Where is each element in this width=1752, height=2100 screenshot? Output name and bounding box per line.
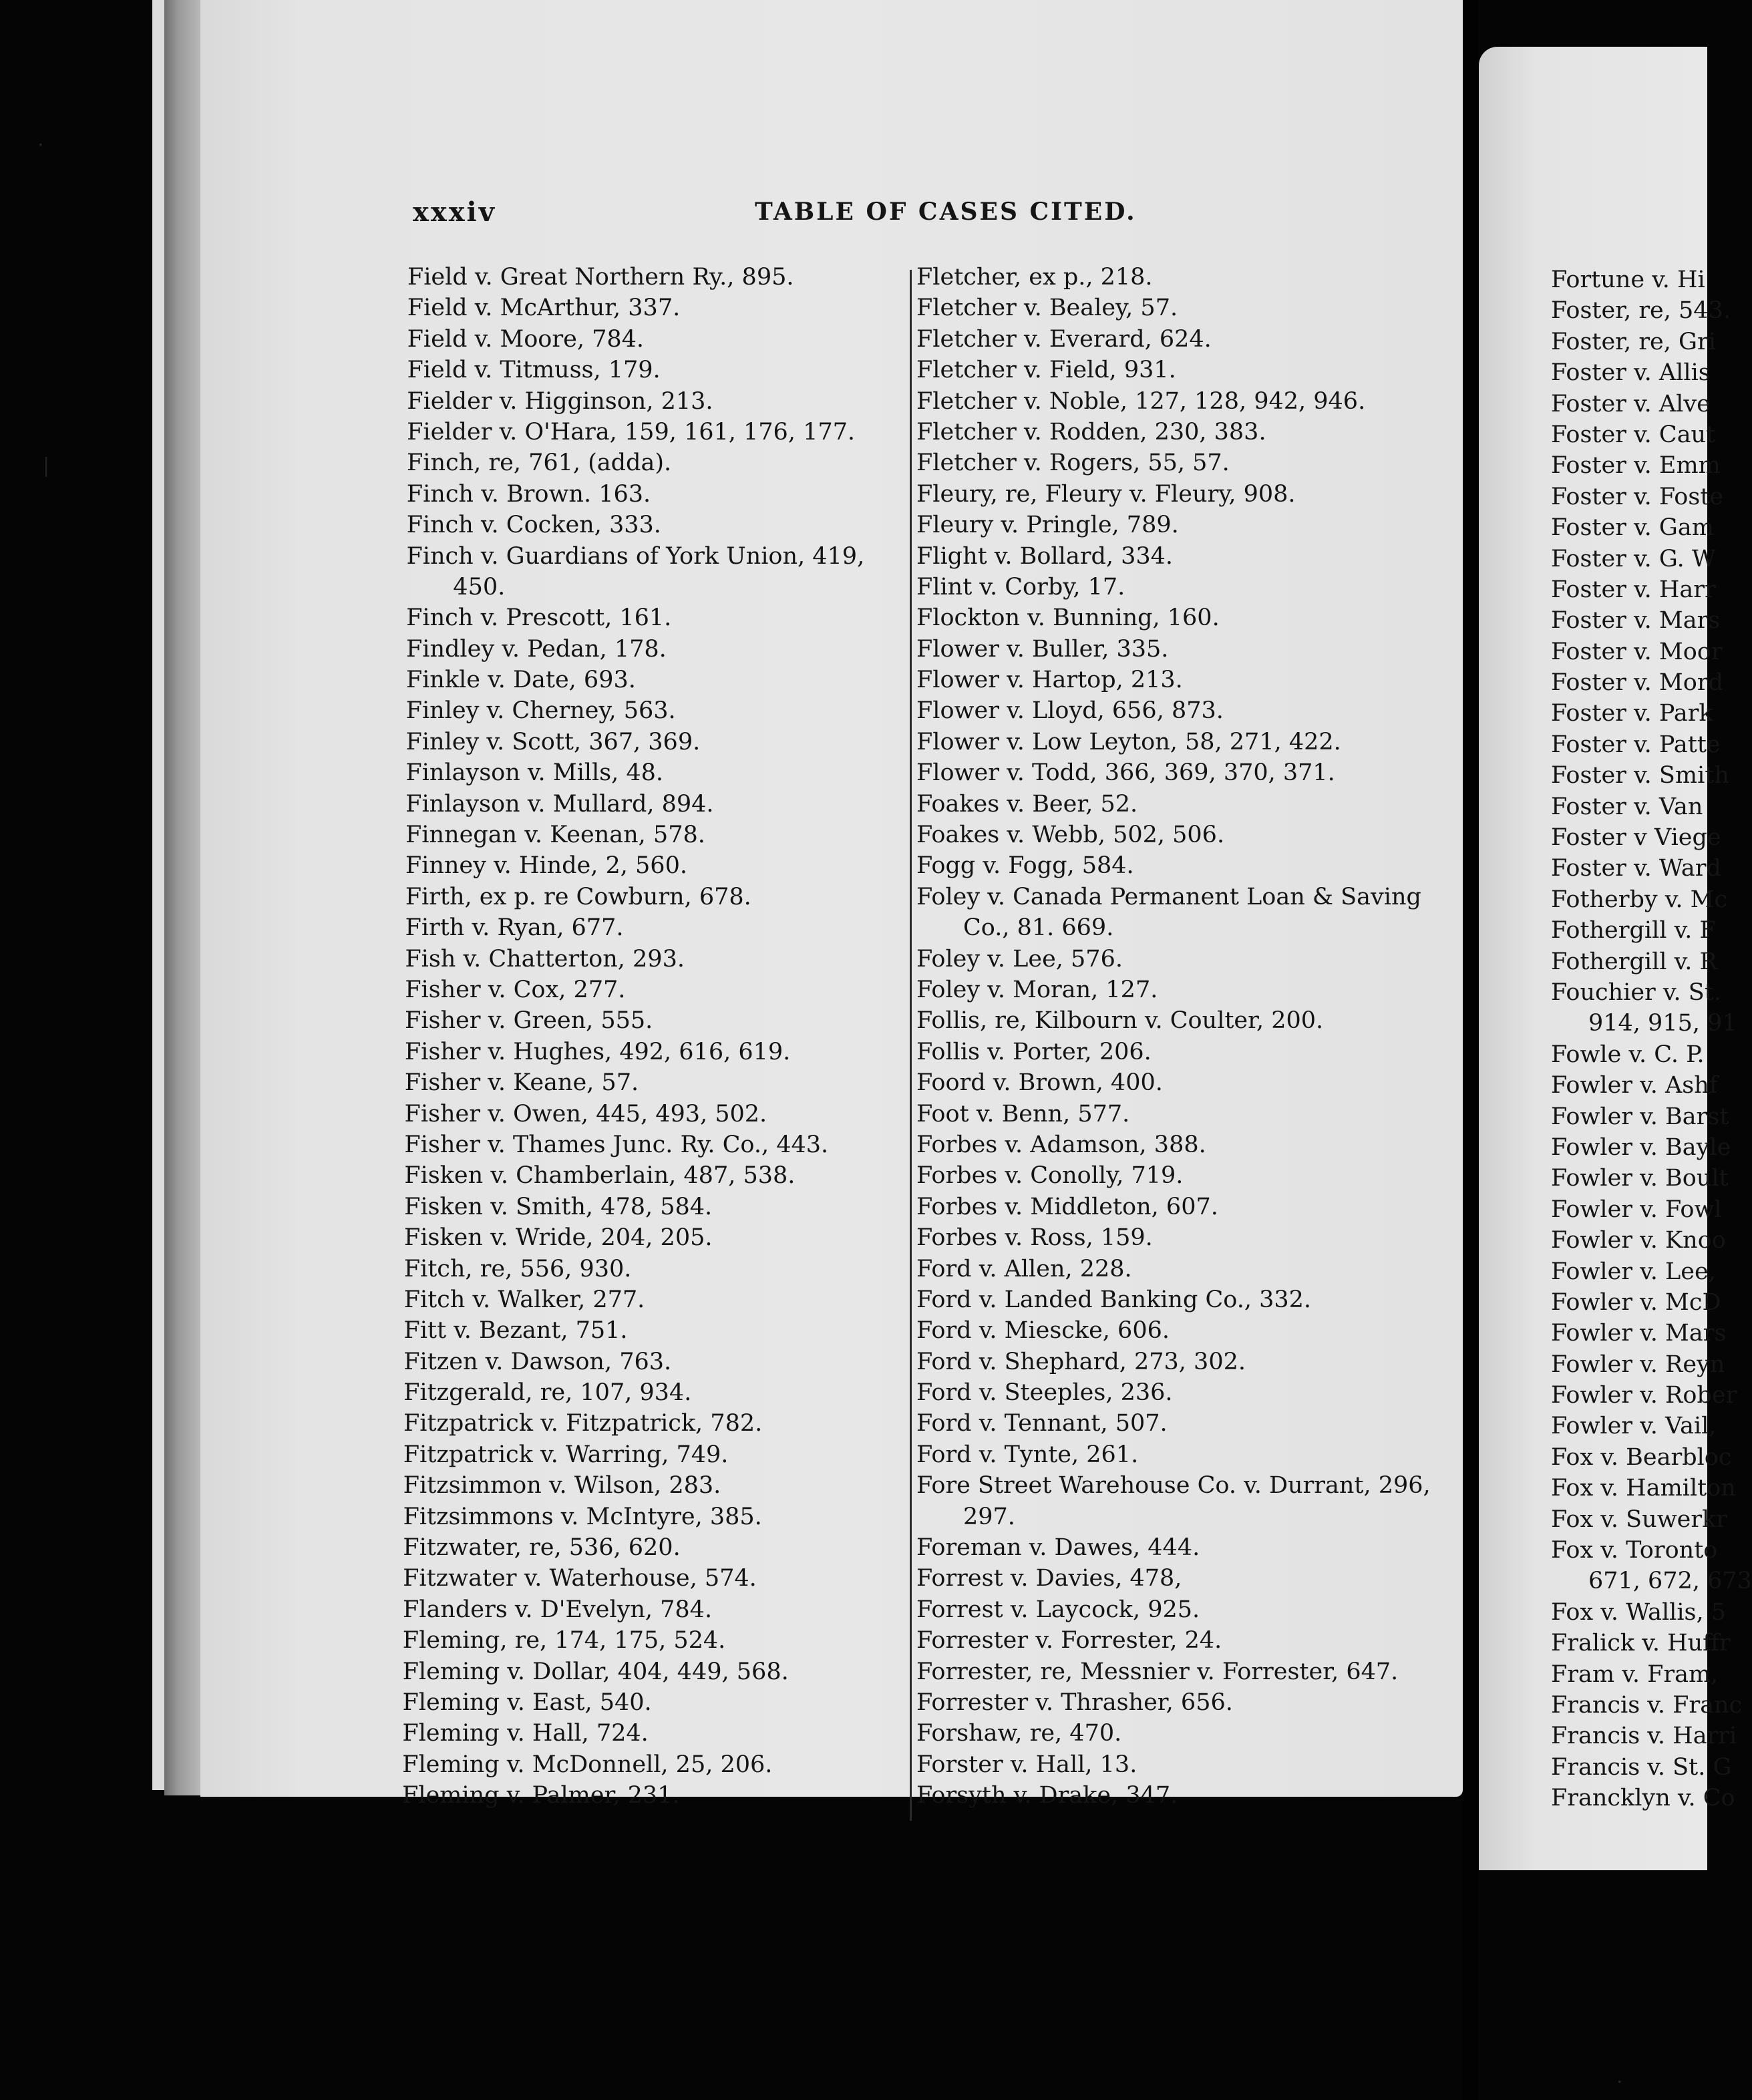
case-entry: Flower v. Lloyd, 656, 873. xyxy=(916,697,1224,725)
case-entry: Flower v. Buller, 335. xyxy=(916,635,1169,663)
stacked-page-edges xyxy=(164,0,204,1795)
case-entry: Francis v. Franc xyxy=(1551,1691,1743,1719)
case-entry: Fowler v. Boult xyxy=(1551,1165,1729,1192)
left-case-column xyxy=(402,262,866,1811)
case-entry: Forbes v. Adamson, 388. xyxy=(916,1131,1206,1158)
case-entry: Foster v. Patte xyxy=(1551,731,1721,758)
case-entry: Fowler v. Mars xyxy=(1551,1320,1727,1347)
case-entry: Fletcher v. Bealey, 57. xyxy=(916,295,1178,322)
case-entry: Foster v. Smith xyxy=(1551,762,1729,790)
case-entry-continuation: Co., 81. 669. xyxy=(963,914,1114,942)
case-entry: Foakes v. Beer, 52. xyxy=(916,790,1138,818)
case-entry: Ford v. Steeples, 236. xyxy=(916,1379,1173,1407)
case-entry: Fitch v. Walker, 277. xyxy=(403,1286,645,1313)
case-entry: Fleming v. Dollar, 404, 449, 568. xyxy=(402,1658,789,1685)
case-entry: Flight v. Bollard, 334. xyxy=(916,542,1174,570)
case-entry: Foster, re, Gri xyxy=(1551,328,1716,355)
case-entry: Foakes v. Webb, 502, 506. xyxy=(916,822,1225,849)
case-entry: Forbes v. Ross, 159. xyxy=(916,1224,1153,1252)
case-entry: Field v. Titmuss, 179. xyxy=(407,357,661,384)
case-entry: Ford v. Landed Banking Co., 332. xyxy=(916,1286,1312,1313)
case-entry: Foster v. Mord xyxy=(1551,669,1723,697)
case-entry-continuation: 671, 672, 673 xyxy=(1588,1568,1752,1595)
case-entry: Finlayson v. Mills, 48. xyxy=(405,759,664,787)
case-entry: Finch, re, 761, (adda). xyxy=(406,450,672,477)
case-entry: Fothergill v. F xyxy=(1551,917,1716,944)
case-entry: Foster, re, 543. xyxy=(1551,297,1731,325)
case-entry-continuation: 914, 915, 91 xyxy=(1588,1010,1737,1037)
case-entry: Fleury, re, Fleury v. Fleury, 908. xyxy=(916,480,1296,508)
case-entry: Fitzwater v. Waterhouse, 574. xyxy=(403,1565,757,1592)
case-entry: Foord v. Brown, 400. xyxy=(916,1069,1163,1097)
case-entry: Fox v. Suwerkr xyxy=(1551,1506,1728,1533)
case-entry: Foster v. Harr xyxy=(1551,576,1716,603)
case-entry: Ford v. Tynte, 261. xyxy=(916,1441,1139,1468)
right-page-column xyxy=(1551,265,1752,1814)
case-entry: Flanders v. D'Evelyn, 784. xyxy=(402,1596,713,1623)
case-entry: Foley v. Canada Permanent Loan & Saving xyxy=(916,883,1421,910)
case-entry: Foster v. Gam xyxy=(1551,514,1714,542)
case-entry: Foley v. Moran, 127. xyxy=(916,976,1158,1003)
scan-speck: | xyxy=(43,454,50,478)
right-page-fragment xyxy=(1479,47,1752,1870)
case-entry: Fisher v. Green, 555. xyxy=(405,1007,653,1035)
case-entry: Fisken v. Wride, 204, 205. xyxy=(403,1224,713,1252)
case-entry: Ford v. Miescke, 606. xyxy=(916,1317,1170,1345)
case-entry: Forrest v. Laycock, 925. xyxy=(916,1596,1200,1623)
case-entry: Flower v. Todd, 366, 369, 370, 371. xyxy=(916,759,1335,787)
case-entry: Forbes v. Conolly, 719. xyxy=(916,1162,1184,1190)
case-entry: Foreman v. Dawes, 444. xyxy=(916,1534,1200,1562)
case-entry: Fogg v. Fogg, 584. xyxy=(916,852,1134,880)
case-entry: Fletcher v. Everard, 624. xyxy=(916,325,1212,353)
case-entry: Fleury v. Pringle, 789. xyxy=(916,512,1179,539)
scan-speck: · xyxy=(37,134,44,157)
case-entry: Flockton v. Bunning, 160. xyxy=(916,604,1220,632)
scan-speck: · xyxy=(1616,2071,1623,2094)
case-entry: Foster v Viege xyxy=(1551,824,1721,852)
case-entry: Fisher v. Keane, 57. xyxy=(404,1069,639,1097)
case-entry-continuation: 297. xyxy=(963,1503,1015,1530)
case-entry: Fore Street Warehouse Co. v. Durrant, 296, xyxy=(916,1472,1431,1500)
case-entry: Foster v. Van xyxy=(1551,793,1703,820)
case-entry-continuation: 450. xyxy=(453,573,506,600)
case-entry: Fowler v. Vail, xyxy=(1551,1413,1717,1440)
case-entry: Fitzen v. Dawson, 763. xyxy=(403,1348,672,1375)
case-entry: Foster v. Moor xyxy=(1551,638,1723,665)
case-entry: Fletcher v. Field, 931. xyxy=(916,357,1176,384)
case-entry: Fisher v. Thames Junc. Ry. Co., 443. xyxy=(404,1131,829,1158)
case-entry: Fleming v. McDonnell, 25, 206. xyxy=(402,1751,773,1778)
case-entry: Francklyn v. Co xyxy=(1551,1785,1735,1812)
case-entry: Foot v. Benn, 577. xyxy=(916,1100,1130,1127)
case-entry: Flower v. Low Leyton, 58, 271, 422. xyxy=(916,728,1341,755)
case-entry: Flint v. Corby, 17. xyxy=(916,573,1125,600)
case-entry: Fowler v. Fowl xyxy=(1551,1196,1722,1223)
case-entry: Fitch, re, 556, 930. xyxy=(403,1255,632,1282)
case-entry: Forrester v. Thrasher, 656. xyxy=(916,1689,1233,1716)
case-entry: Fielder v. Higginson, 213. xyxy=(407,387,713,415)
case-entry: Foster v. Mars xyxy=(1551,607,1721,635)
case-entry: Foley v. Lee, 576. xyxy=(916,945,1123,973)
case-entry: Fralick v. Huffr xyxy=(1551,1630,1731,1657)
case-entry: Finch v. Cocken, 333. xyxy=(406,512,662,539)
case-entry: Firth v. Ryan, 677. xyxy=(405,914,624,942)
case-entry: Fleming v. Palmer, 231. xyxy=(401,1782,680,1809)
case-entry: Foster v. Ward xyxy=(1551,855,1721,882)
case-entry: Fowle v. C. P. xyxy=(1551,1041,1705,1068)
case-entry: Finley v. Scott, 367, 369. xyxy=(405,728,701,755)
case-entry: Fowler v. Reyn xyxy=(1551,1351,1725,1378)
case-entry: Fleming v. East, 540. xyxy=(402,1689,652,1716)
case-entry: Fowler v. Lee, xyxy=(1551,1258,1716,1285)
case-entry: Fortune v. Hi xyxy=(1551,267,1705,293)
case-entry: Finley v. Cherney, 563. xyxy=(405,697,676,725)
case-entry: Fitzgerald, re, 107, 934. xyxy=(403,1379,692,1407)
page-title: TABLE OF CASES CITED. xyxy=(755,198,1137,226)
case-entry: Fitzpatrick v. Warring, 749. xyxy=(403,1441,729,1468)
case-entry: Fitzsimmon v. Wilson, 283. xyxy=(403,1472,721,1500)
case-entry: Ford v. Shephard, 273, 302. xyxy=(916,1348,1246,1375)
case-entry: Fouchier v. St. xyxy=(1551,979,1721,1006)
case-entry: Follis, re, Kilbourn v. Coulter, 200. xyxy=(916,1007,1324,1035)
case-entry: Forrester, re, Messnier v. Forrester, 647. xyxy=(916,1658,1399,1685)
gutter-shadow xyxy=(1463,0,1479,2100)
case-entry: Foster v. Alve xyxy=(1551,390,1711,417)
case-entry: Fisher v. Cox, 277. xyxy=(405,976,626,1003)
case-entry: Fletcher v. Rogers, 55, 57. xyxy=(916,450,1230,477)
case-entry: Fram v. Fram, xyxy=(1551,1660,1719,1688)
page-number: xxxiv xyxy=(413,196,496,228)
case-entry: Fowler v. McD xyxy=(1551,1288,1721,1316)
case-entry: Flower v. Hartop, 213. xyxy=(916,667,1183,694)
case-entry: Fisher v. Owen, 445, 493, 502. xyxy=(404,1100,767,1127)
case-entry: Forrest v. Davies, 478, xyxy=(916,1565,1182,1592)
case-entry: Foster v. Foste xyxy=(1551,483,1724,510)
case-entry: Francis v. St. G xyxy=(1551,1753,1732,1781)
case-entry: Forster v. Hall, 13. xyxy=(916,1751,1137,1778)
case-entry: Foster v. Emm xyxy=(1551,452,1721,480)
case-entry: Fitzsimmons v. McIntyre, 385. xyxy=(403,1503,762,1530)
case-entry: Finch v. Prescott, 161. xyxy=(406,604,672,632)
case-entry: Ford v. Tennant, 507. xyxy=(916,1410,1168,1437)
case-entry: Finkle v. Date, 693. xyxy=(405,667,636,694)
case-entry: Foster v. Caut xyxy=(1551,421,1716,448)
case-entry: Finlayson v. Mullard, 894. xyxy=(405,790,714,818)
case-entry: Fitzwater, re, 536, 620. xyxy=(403,1534,681,1562)
case-entry: Foster v. G. W xyxy=(1551,545,1716,572)
case-entry: Fowler v. Barst xyxy=(1551,1103,1729,1130)
case-entry: Firth, ex p. re Cowburn, 678. xyxy=(405,883,751,910)
case-entry: Field v. Moore, 784. xyxy=(407,325,645,353)
case-entry: Fowler v. Rober xyxy=(1551,1382,1737,1409)
case-entry: Fox v. Hamilton xyxy=(1551,1475,1736,1502)
case-entry: Forbes v. Middleton, 607. xyxy=(916,1193,1218,1220)
case-entry: Fox v. Wallis, 5 xyxy=(1551,1598,1727,1626)
middle-case-column xyxy=(916,262,1431,1811)
case-entry: Fletcher, ex p., 218. xyxy=(916,264,1153,291)
case-entry: Foster v. Park xyxy=(1551,700,1713,727)
case-entry: Findley v. Pedan, 178. xyxy=(405,635,667,663)
case-entry: Field v. Great Northern Ry., 895. xyxy=(407,264,794,291)
case-entry: Fielder v. O'Hara, 159, 161, 176, 177. xyxy=(407,418,856,446)
case-entry: Finney v. Hinde, 2, 560. xyxy=(405,852,688,880)
case-entry: Finch v. Brown. 163. xyxy=(406,480,651,508)
case-entry: Fish v. Chatterton, 293. xyxy=(405,945,685,973)
case-entry: Forsyth v. Drake, 347. xyxy=(916,1782,1178,1809)
case-entry: Fowler v. Knoo xyxy=(1551,1227,1726,1254)
case-entry: Field v. McArthur, 337. xyxy=(407,295,681,322)
case-entry: Fox v. Toronto xyxy=(1551,1537,1718,1564)
case-entry: Fowler v. Bayle xyxy=(1551,1133,1731,1161)
case-entry: Fowler v. Ashf xyxy=(1551,1072,1718,1099)
case-entry: Finch v. Guardians of York Union, 419, xyxy=(406,542,865,570)
case-entry: Fitzpatrick v. Fitzpatrick, 782. xyxy=(403,1410,763,1437)
case-entry: Follis v. Porter, 206. xyxy=(916,1038,1152,1065)
case-entry: Foster v. Allis xyxy=(1551,359,1711,387)
case-entry: Fox v. Bearbloc xyxy=(1551,1443,1732,1471)
case-entry: Forshaw, re, 470. xyxy=(916,1720,1122,1747)
case-entry: Forrester v. Forrester, 24. xyxy=(916,1627,1222,1654)
case-entry: Fletcher v. Rodden, 230, 383. xyxy=(916,418,1266,446)
case-entry: Fitt v. Bezant, 751. xyxy=(403,1317,628,1345)
case-entry: Fothergill v. R xyxy=(1551,948,1717,975)
case-entry: Francis v. Harri xyxy=(1551,1723,1737,1750)
case-entry: Fisher v. Hughes, 492, 616, 619. xyxy=(404,1038,791,1065)
case-entry: Fisken v. Chamberlain, 487, 538. xyxy=(404,1162,796,1190)
case-entry: Fotherby v. Mc xyxy=(1551,886,1728,913)
case-entry: Finnegan v. Keenan, 578. xyxy=(405,822,705,849)
column-divider xyxy=(910,270,912,1821)
case-entry: Fisken v. Smith, 478, 584. xyxy=(404,1193,713,1220)
case-entry: Fleming, re, 174, 175, 524. xyxy=(402,1627,726,1654)
case-entry: Fletcher v. Noble, 127, 128, 942, 946. xyxy=(916,387,1366,415)
case-entry: Fleming v. Hall, 724. xyxy=(402,1720,649,1747)
case-entry: Ford v. Allen, 228. xyxy=(916,1255,1132,1282)
